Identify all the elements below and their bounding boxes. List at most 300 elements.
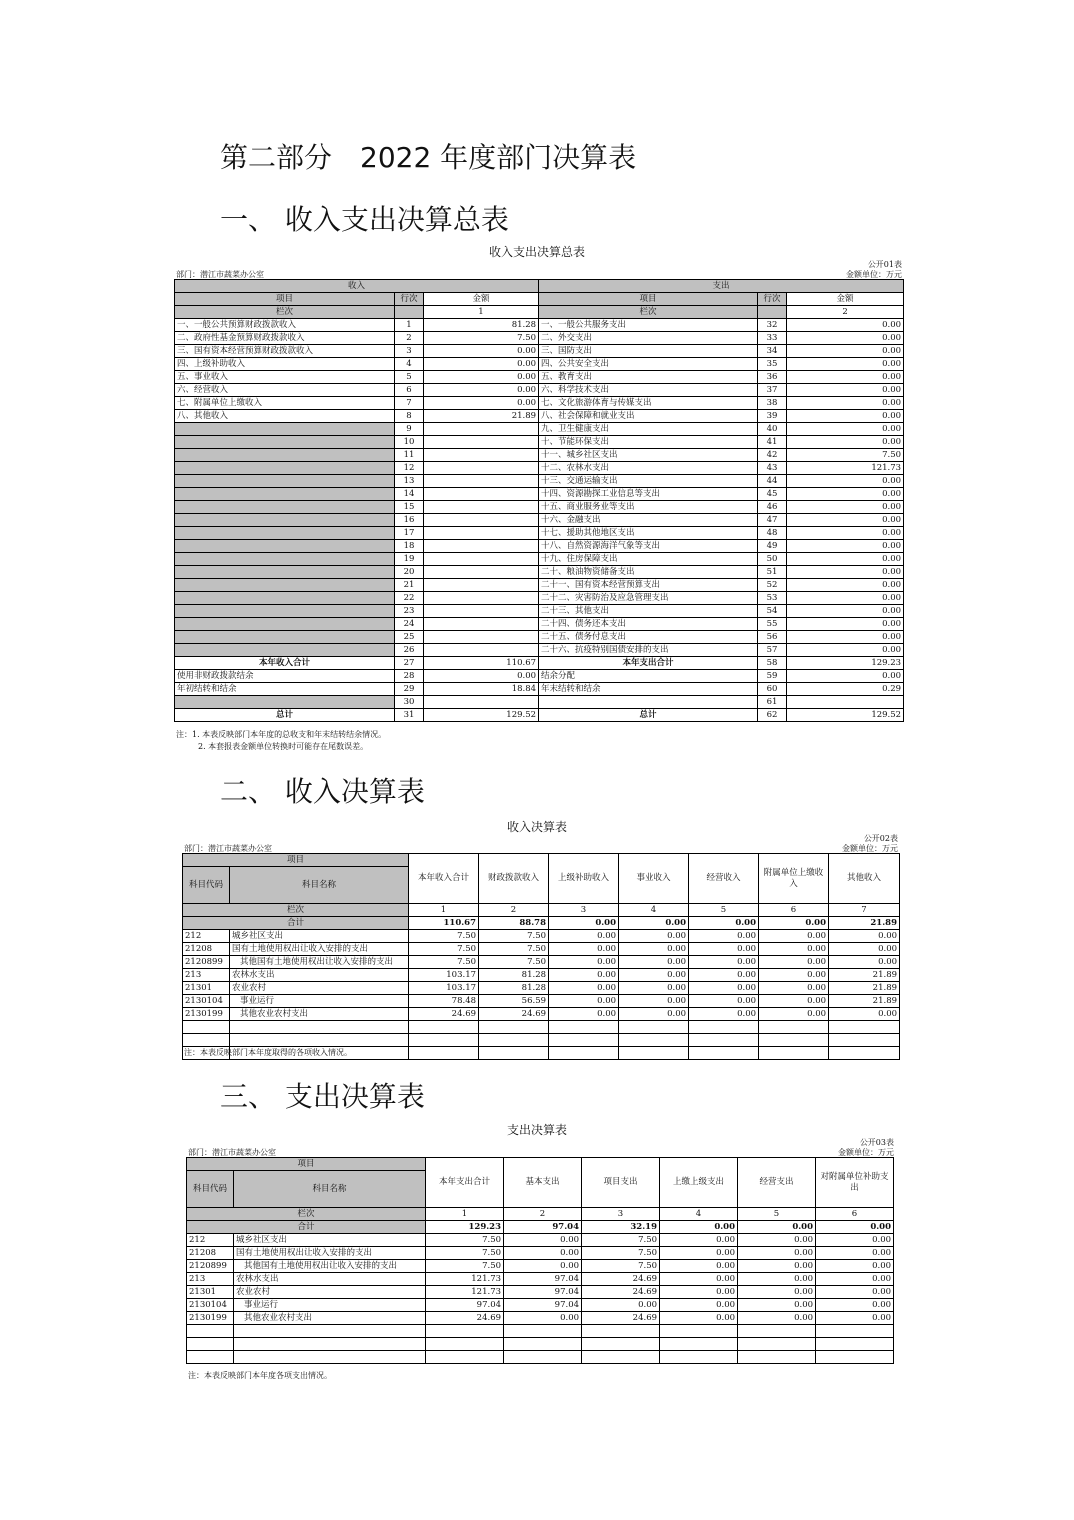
column-header: 对附属单位补助支出 [816, 1158, 894, 1208]
amount-cell: 24.69 [426, 1312, 504, 1325]
table1-title: 收入支出决算总表 [488, 245, 585, 259]
income-table [182, 853, 900, 1060]
table-row [183, 930, 900, 943]
expense-row-no: 41 [758, 436, 787, 449]
table-row [175, 423, 904, 436]
income-row-no: 3 [395, 345, 424, 358]
subject-name: 其他国有土地使用权出让收入安排的支出 [230, 956, 409, 969]
empty-cell [183, 1034, 230, 1047]
column-header: 经营支出 [738, 1158, 816, 1208]
empty-row [183, 1021, 900, 1034]
empty-cell [504, 1325, 582, 1338]
amount-cell: 121.73 [426, 1286, 504, 1299]
column-no-label: 栏次 [539, 306, 758, 319]
empty-cell [738, 1351, 816, 1364]
income-amount: 0.00 [424, 670, 539, 683]
table-row [175, 462, 904, 475]
empty-cell [660, 1338, 738, 1351]
amount-cell: 0.00 [759, 969, 829, 982]
table-row [175, 566, 904, 579]
subject-name: 城乡社区支出 [230, 930, 409, 943]
subject-code: 21301 [183, 982, 230, 995]
expense-amount: 0.00 [787, 644, 904, 657]
amount-cell: 7.50 [409, 943, 479, 956]
expense-amount: 0.00 [787, 566, 904, 579]
expense-row-no: 55 [758, 618, 787, 631]
subject-code: 21208 [183, 943, 230, 956]
income-row-no: 20 [395, 566, 424, 579]
subject-code: 213 [187, 1273, 234, 1286]
table1-dept: 部门：潜江市蔬菜办公室 [176, 270, 264, 279]
empty-cell [549, 1047, 619, 1060]
table-row [187, 1286, 894, 1299]
income-row-no: 16 [395, 514, 424, 527]
total-value: 21.89 [829, 917, 900, 930]
amount-cell: 0.00 [816, 1234, 894, 1247]
empty-cell [183, 1021, 230, 1034]
amount-header: 金额 [424, 293, 539, 306]
income-row-no: 17 [395, 527, 424, 540]
expense-item: 十七、援助其他地区支出 [539, 527, 758, 540]
amount-cell: 0.00 [619, 969, 689, 982]
amount-cell: 0.00 [738, 1260, 816, 1273]
expense-item: 五、教育支出 [539, 371, 758, 384]
income-item: 年初结转和结余 [175, 683, 395, 696]
expense-row-no: 34 [758, 345, 787, 358]
expense-row-no: 42 [758, 449, 787, 462]
expense-amount: 0.00 [787, 514, 904, 527]
income-amount [424, 579, 539, 592]
part-heading: 第二部分 2022 年度部门决算表 [220, 141, 637, 174]
income-header: 收入 [175, 280, 539, 293]
column-header: 项目支出 [582, 1158, 660, 1208]
income-amount [424, 423, 539, 436]
table-row [187, 1312, 894, 1325]
expense-amount: 0.00 [787, 475, 904, 488]
expense-row-no: 59 [758, 670, 787, 683]
table-row [187, 1247, 894, 1260]
table2-title: 收入决算表 [506, 820, 567, 834]
amount-cell: 7.50 [426, 1247, 504, 1260]
code-header: 科目代码 [187, 1171, 234, 1208]
amount-cell: 0.00 [689, 982, 759, 995]
amount-cell: 0.00 [689, 969, 759, 982]
amount-cell: 21.89 [829, 982, 900, 995]
income-item [175, 514, 395, 527]
column-no: 3 [582, 1208, 660, 1221]
amount-cell: 0.00 [829, 930, 900, 943]
income-row-no: 23 [395, 605, 424, 618]
subject-name: 国有土地使用权出让收入安排的支出 [230, 943, 409, 956]
expense-amount: 0.00 [787, 527, 904, 540]
empty-cell [234, 1351, 426, 1364]
total-value: 0.00 [660, 1221, 738, 1234]
income-amount [424, 501, 539, 514]
expense-item: 年末结转和结余 [539, 683, 758, 696]
income-row-no: 11 [395, 449, 424, 462]
income-row-no: 2 [395, 332, 424, 345]
income-item: 四、上级补助收入 [175, 358, 395, 371]
expense-item: 八、社会保障和就业支出 [539, 410, 758, 423]
empty-cell [409, 1047, 479, 1060]
income-row-no: 14 [395, 488, 424, 501]
expense-amount: 0.00 [787, 319, 904, 332]
income-item [175, 527, 395, 540]
income-row-no: 10 [395, 436, 424, 449]
table-row [187, 1260, 894, 1273]
expense-row-no: 61 [758, 696, 787, 709]
income-row-no: 15 [395, 501, 424, 514]
empty-cell [479, 1034, 549, 1047]
subject-code: 212 [183, 930, 230, 943]
expense-item: 二十四、债务还本支出 [539, 618, 758, 631]
empty-cell [582, 1351, 660, 1364]
column-header: 基本支出 [504, 1158, 582, 1208]
subject-code: 212 [187, 1234, 234, 1247]
amount-cell: 97.04 [426, 1299, 504, 1312]
income-row-no: 9 [395, 423, 424, 436]
table-row [175, 579, 904, 592]
expense-row-no: 58 [758, 657, 787, 670]
subject-name: 其他国有土地使用权出让收入安排的支出 [234, 1260, 426, 1273]
income-amount [424, 696, 539, 709]
amount-cell: 7.50 [479, 930, 549, 943]
expense-amount: 0.00 [787, 397, 904, 410]
table-row [175, 709, 904, 722]
column-no: 4 [619, 904, 689, 917]
amount-cell: 0.00 [759, 1008, 829, 1021]
expense-item: 九、卫生健康支出 [539, 423, 758, 436]
table-row [175, 592, 904, 605]
column-no-label: 栏次 [183, 904, 409, 917]
column-header: 上级补助收入 [549, 854, 619, 904]
subject-code: 21208 [187, 1247, 234, 1260]
amount-cell: 0.00 [549, 943, 619, 956]
table-row [175, 345, 904, 358]
income-amount [424, 514, 539, 527]
column-header: 附属单位上缴收入 [759, 854, 829, 904]
expense-amount: 0.00 [787, 436, 904, 449]
table3-note: 注：本表反映部门本年度各项支出情况。 [188, 1371, 332, 1380]
income-amount: 0.00 [424, 358, 539, 371]
amount-cell: 103.17 [409, 982, 479, 995]
amount-cell: 7.50 [582, 1260, 660, 1273]
amount-cell: 0.00 [619, 982, 689, 995]
income-row-no: 19 [395, 553, 424, 566]
amount-cell: 0.00 [738, 1286, 816, 1299]
expense-amount: 0.00 [787, 592, 904, 605]
expense-amount: 0.00 [787, 410, 904, 423]
expense-item: 十五、商业服务业等支出 [539, 501, 758, 514]
expense-item: 七、文化旅游体育与传媒支出 [539, 397, 758, 410]
income-item [175, 579, 395, 592]
name-header: 科目名称 [230, 867, 409, 904]
amount-cell: 0.00 [504, 1234, 582, 1247]
empty-cell [409, 1021, 479, 1034]
amount-cell: 7.50 [479, 956, 549, 969]
empty-cell [230, 1034, 409, 1047]
income-row-no: 7 [395, 397, 424, 410]
amount-cell: 24.69 [409, 1008, 479, 1021]
table-row [175, 670, 904, 683]
subject-name: 其他农业农村支出 [230, 1008, 409, 1021]
income-item [175, 605, 395, 618]
income-item [175, 592, 395, 605]
table-row [175, 410, 904, 423]
amount-cell: 0.00 [660, 1260, 738, 1273]
income-amount: 110.67 [424, 657, 539, 670]
amount-cell: 0.00 [619, 995, 689, 1008]
table-row [175, 631, 904, 644]
income-amount [424, 644, 539, 657]
amount-cell: 0.00 [619, 930, 689, 943]
subject-code: 2130199 [183, 1008, 230, 1021]
amount-cell: 56.59 [479, 995, 549, 1008]
column-no: 1 [424, 306, 539, 319]
subject-code: 2120899 [183, 956, 230, 969]
empty-row [187, 1351, 894, 1364]
expense-row-no: 62 [758, 709, 787, 722]
expense-header: 支出 [539, 280, 904, 293]
column-header: 本年支出合计 [426, 1158, 504, 1208]
income-row-no: 25 [395, 631, 424, 644]
expense-item: 四、公共安全支出 [539, 358, 758, 371]
expense-row-no: 39 [758, 410, 787, 423]
empty-cell [738, 1338, 816, 1351]
empty-row [187, 1325, 894, 1338]
empty-cell [829, 1021, 900, 1034]
total-value: 0.00 [619, 917, 689, 930]
table-row [175, 371, 904, 384]
expense-item: 十二、农林水支出 [539, 462, 758, 475]
column-no: 5 [738, 1208, 816, 1221]
empty-cell [479, 1047, 549, 1060]
column-no-label: 栏次 [187, 1208, 426, 1221]
amount-cell: 0.00 [816, 1299, 894, 1312]
amount-cell: 97.04 [504, 1273, 582, 1286]
income-row-no: 21 [395, 579, 424, 592]
income-row-no: 28 [395, 670, 424, 683]
expense-row-no: 54 [758, 605, 787, 618]
column-number-row [187, 1208, 894, 1221]
code-header: 科目代码 [183, 867, 230, 904]
expense-amount: 0.00 [787, 423, 904, 436]
amount-cell: 0.00 [549, 995, 619, 1008]
total-value: 0.00 [689, 917, 759, 930]
subject-code: 2130199 [187, 1312, 234, 1325]
expense-amount: 0.00 [787, 488, 904, 501]
total-value: 110.67 [409, 917, 479, 930]
amount-cell: 0.00 [816, 1247, 894, 1260]
income-row-no: 1 [395, 319, 424, 332]
subject-name: 城乡社区支出 [234, 1234, 426, 1247]
amount-cell: 0.00 [738, 1247, 816, 1260]
table3-dept: 部门：潜江市蔬菜办公室 [188, 1148, 276, 1157]
income-amount: 129.52 [424, 709, 539, 722]
expense-item: 六、科学技术支出 [539, 384, 758, 397]
column-no: 3 [549, 904, 619, 917]
expense-amount: 129.52 [787, 709, 904, 722]
header-row [187, 1158, 894, 1171]
income-amount [424, 449, 539, 462]
expense-item: 总计 [539, 709, 758, 722]
expense-row-no: 56 [758, 631, 787, 644]
table-row [175, 696, 904, 709]
amount-cell: 0.00 [759, 956, 829, 969]
table1-unit: 金额单位：万元 [846, 270, 902, 279]
income-amount [424, 618, 539, 631]
income-row-no: 26 [395, 644, 424, 657]
expense-row-no: 49 [758, 540, 787, 553]
empty-cell [619, 1047, 689, 1060]
expense-row-no: 45 [758, 488, 787, 501]
income-amount: 7.50 [424, 332, 539, 345]
income-amount: 0.00 [424, 371, 539, 384]
empty-cell [816, 1351, 894, 1364]
expense-item: 十八、自然资源海洋气象等支出 [539, 540, 758, 553]
empty-cell [187, 1351, 234, 1364]
table-row [175, 605, 904, 618]
table-row [175, 540, 904, 553]
income-row-no: 31 [395, 709, 424, 722]
expense-item: 二十六、抗疫特别国债安排的支出 [539, 644, 758, 657]
total-value: 0.00 [816, 1221, 894, 1234]
amount-cell: 0.00 [829, 1008, 900, 1021]
table-row [175, 488, 904, 501]
income-amount [424, 462, 539, 475]
expense-amount: 0.00 [787, 345, 904, 358]
table-row [175, 683, 904, 696]
expense-row-no: 38 [758, 397, 787, 410]
table-row [175, 475, 904, 488]
amount-cell: 21.89 [829, 995, 900, 1008]
subject-name: 农林水支出 [234, 1273, 426, 1286]
amount-cell: 0.00 [738, 1299, 816, 1312]
amount-cell: 7.50 [426, 1260, 504, 1273]
row-no-header: 行次 [395, 293, 424, 306]
empty-cell [479, 1021, 549, 1034]
expense-item: 十、节能环保支出 [539, 436, 758, 449]
amount-cell: 0.00 [549, 930, 619, 943]
table-row [175, 618, 904, 631]
amount-cell: 0.00 [549, 982, 619, 995]
empty-cell [660, 1325, 738, 1338]
expense-item: 二十三、其他支出 [539, 605, 758, 618]
expense-row-no: 57 [758, 644, 787, 657]
amount-cell: 0.00 [689, 995, 759, 1008]
empty-cell [829, 1047, 900, 1060]
expense-item: 十三、交通运输支出 [539, 475, 758, 488]
income-row-no: 6 [395, 384, 424, 397]
income-item: 总计 [175, 709, 395, 722]
amount-cell: 0.00 [738, 1273, 816, 1286]
table1-note-2: 2. 本套报表金额单位转换时可能存在尾数误差。 [198, 742, 369, 751]
income-item: 一、一般公共预算财政拨款收入 [175, 319, 395, 332]
amount-cell: 0.00 [816, 1260, 894, 1273]
income-item [175, 501, 395, 514]
column-no: 5 [689, 904, 759, 917]
expense-amount: 121.73 [787, 462, 904, 475]
income-item: 三、国有资本经营预算财政拨款收入 [175, 345, 395, 358]
expense-row-no: 33 [758, 332, 787, 345]
table-row [175, 657, 904, 670]
expense-row-no: 37 [758, 384, 787, 397]
income-item [175, 462, 395, 475]
table-row [183, 943, 900, 956]
table1-form-no: 公开01表 [867, 260, 902, 269]
total-value: 129.23 [426, 1221, 504, 1234]
section2-heading: 二、 收入决算表 [220, 775, 425, 808]
table-row [175, 332, 904, 345]
column-no: 6 [759, 904, 829, 917]
empty-row [187, 1338, 894, 1351]
amount-cell: 0.00 [816, 1312, 894, 1325]
expense-amount: 0.29 [787, 683, 904, 696]
expense-row-no: 46 [758, 501, 787, 514]
income-amount: 81.28 [424, 319, 539, 332]
income-amount [424, 488, 539, 501]
table-row [175, 501, 904, 514]
column-header: 上缴上级支出 [660, 1158, 738, 1208]
expense-amount: 0.00 [787, 358, 904, 371]
empty-cell [582, 1325, 660, 1338]
item-header: 项目 [539, 293, 758, 306]
item-header: 项目 [187, 1158, 426, 1171]
total-value: 0.00 [759, 917, 829, 930]
amount-cell: 24.69 [582, 1312, 660, 1325]
subject-name: 农林水支出 [230, 969, 409, 982]
income-amount [424, 475, 539, 488]
expense-table [186, 1157, 894, 1364]
expense-amount: 0.00 [787, 501, 904, 514]
empty-cell [234, 1338, 426, 1351]
empty-cell [689, 1034, 759, 1047]
total-value: 32.19 [582, 1221, 660, 1234]
empty-cell [689, 1047, 759, 1060]
amount-cell: 97.04 [504, 1299, 582, 1312]
empty-cell [549, 1034, 619, 1047]
income-row-no: 4 [395, 358, 424, 371]
expense-item: 二十一、国有资本经营预算支出 [539, 579, 758, 592]
column-no-label: 栏次 [175, 306, 395, 319]
table-row [187, 1299, 894, 1312]
column-no: 2 [787, 306, 904, 319]
row-no-header: 行次 [758, 293, 787, 306]
empty-cell [504, 1338, 582, 1351]
income-amount [424, 566, 539, 579]
amount-cell: 0.00 [660, 1299, 738, 1312]
amount-cell: 0.00 [816, 1286, 894, 1299]
income-amount [424, 553, 539, 566]
empty-cell [549, 1021, 619, 1034]
expense-row-no: 35 [758, 358, 787, 371]
subject-name: 农业农村 [234, 1286, 426, 1299]
income-row-no: 24 [395, 618, 424, 631]
empty-cell [759, 1047, 829, 1060]
income-item [175, 475, 395, 488]
amount-cell: 0.00 [689, 1008, 759, 1021]
empty-cell [619, 1034, 689, 1047]
table-row [175, 358, 904, 371]
amount-cell: 0.00 [660, 1312, 738, 1325]
income-row-no: 22 [395, 592, 424, 605]
expense-item: 二十、粮油物资储备支出 [539, 566, 758, 579]
subject-name: 国有土地使用权出让收入安排的支出 [234, 1247, 426, 1260]
income-amount: 0.00 [424, 384, 539, 397]
empty-cell [187, 1325, 234, 1338]
empty-row [183, 1034, 900, 1047]
column-no: 2 [479, 904, 549, 917]
